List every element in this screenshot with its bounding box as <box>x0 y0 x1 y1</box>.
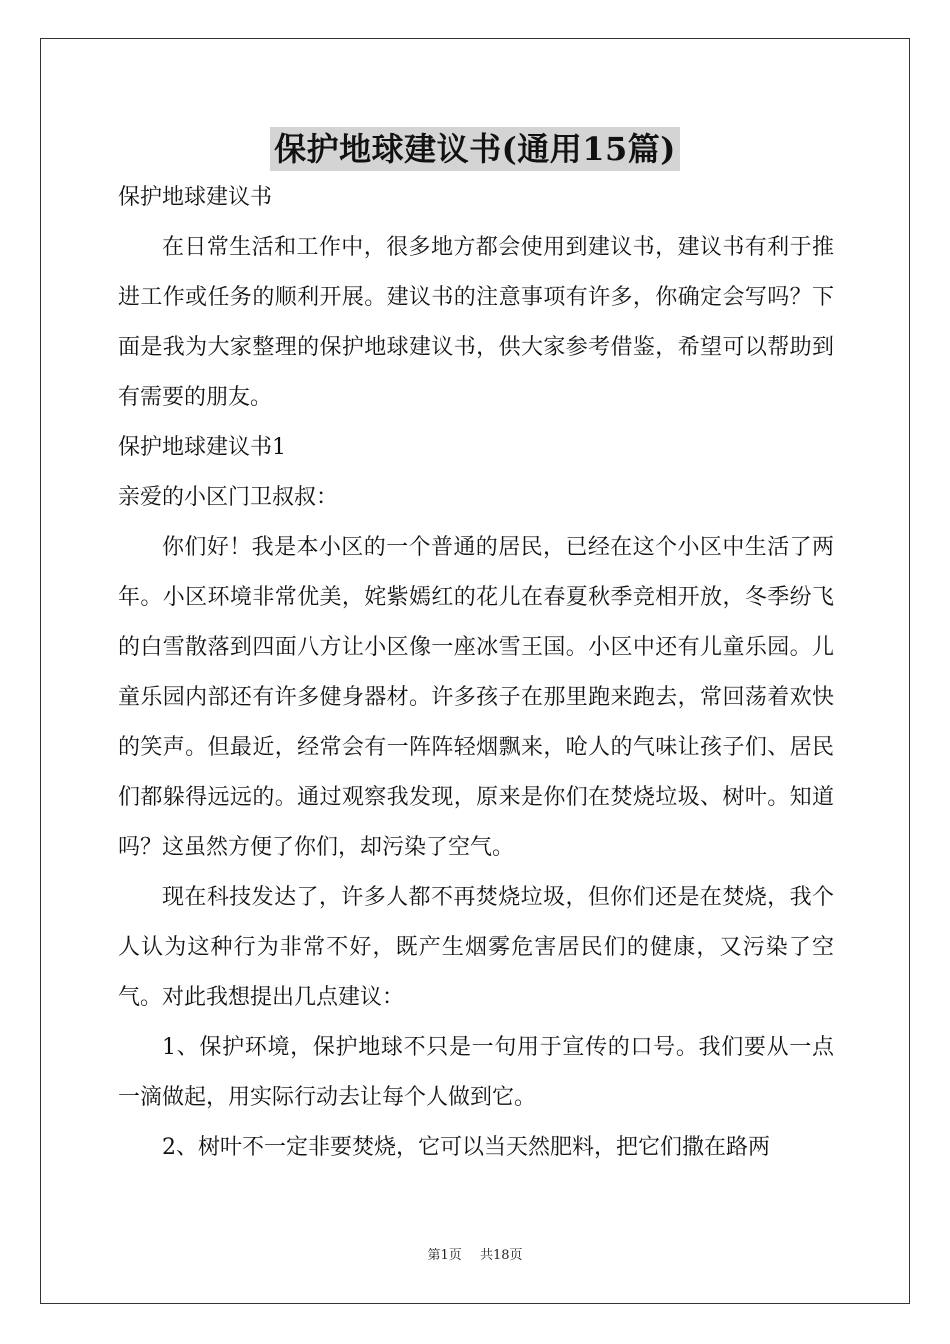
body-paragraph-1: 你们好！我是本小区的一个普通的居民，已经在这个小区中生活了两年。小区环境非常优美，姹紫嫣红的花儿在春夏秋季竞相开放，冬季纷飞的白雪散落到四面八方让小区像一座冰雪王国。小区中还有儿童乐园。儿童乐园内部还有许多健身器材。许多孩子在那里跑来跑去，常回荡着欢快的笑声。但最近，经常会有一阵阵轻烟飘来，呛人的气味让孩子们、居民们都躲得远远的。通过观察我发现，原来是你们在焚烧垃圾、树叶。知道吗？这虽然方便了你们，却污染了空气。 <box>118 535 834 860</box>
salutation: 亲爱的小区门卫叔叔： <box>118 485 339 510</box>
section-heading: 保护地球建议书1 <box>118 435 286 460</box>
intro-paragraph: 在日常生活和工作中，很多地方都会使用到建议书，建议书有利于推进工作或任务的顺利开展。建议书的注意事项有许多，你确定会写吗？下面是我为大家整理的保护地球建议书，供大家参考借鉴，希望可以帮助到有需要的朋友。 <box>118 235 834 410</box>
body-paragraph-2: 现在科技发达了，许多人都不再焚烧垃圾，但你们还是在焚烧，我个人认为这种行为非常不好，既产生烟雾危害居民们的健康，又污染了空气。对此我想提出几点建议： <box>118 885 834 1010</box>
document-body <box>118 173 834 1173</box>
document-title: 保护地球建议书(通用15篇) <box>270 127 680 171</box>
page-footer <box>0 1244 950 1263</box>
subtitle: 保护地球建议书 <box>118 185 273 210</box>
title-container <box>0 127 950 171</box>
page-total: 共18页 <box>479 1248 523 1263</box>
suggestion-2: 2、树叶不一定非要焚烧，它可以当天然肥料，把它们撒在路两 <box>162 1135 770 1160</box>
page-number: 第1页 <box>427 1248 462 1263</box>
suggestion-1: 1、保护环境，保护地球不只是一句用于宣传的口号。我们要从一点一滴做起，用实际行动去让每个人做到它。 <box>118 1035 834 1110</box>
